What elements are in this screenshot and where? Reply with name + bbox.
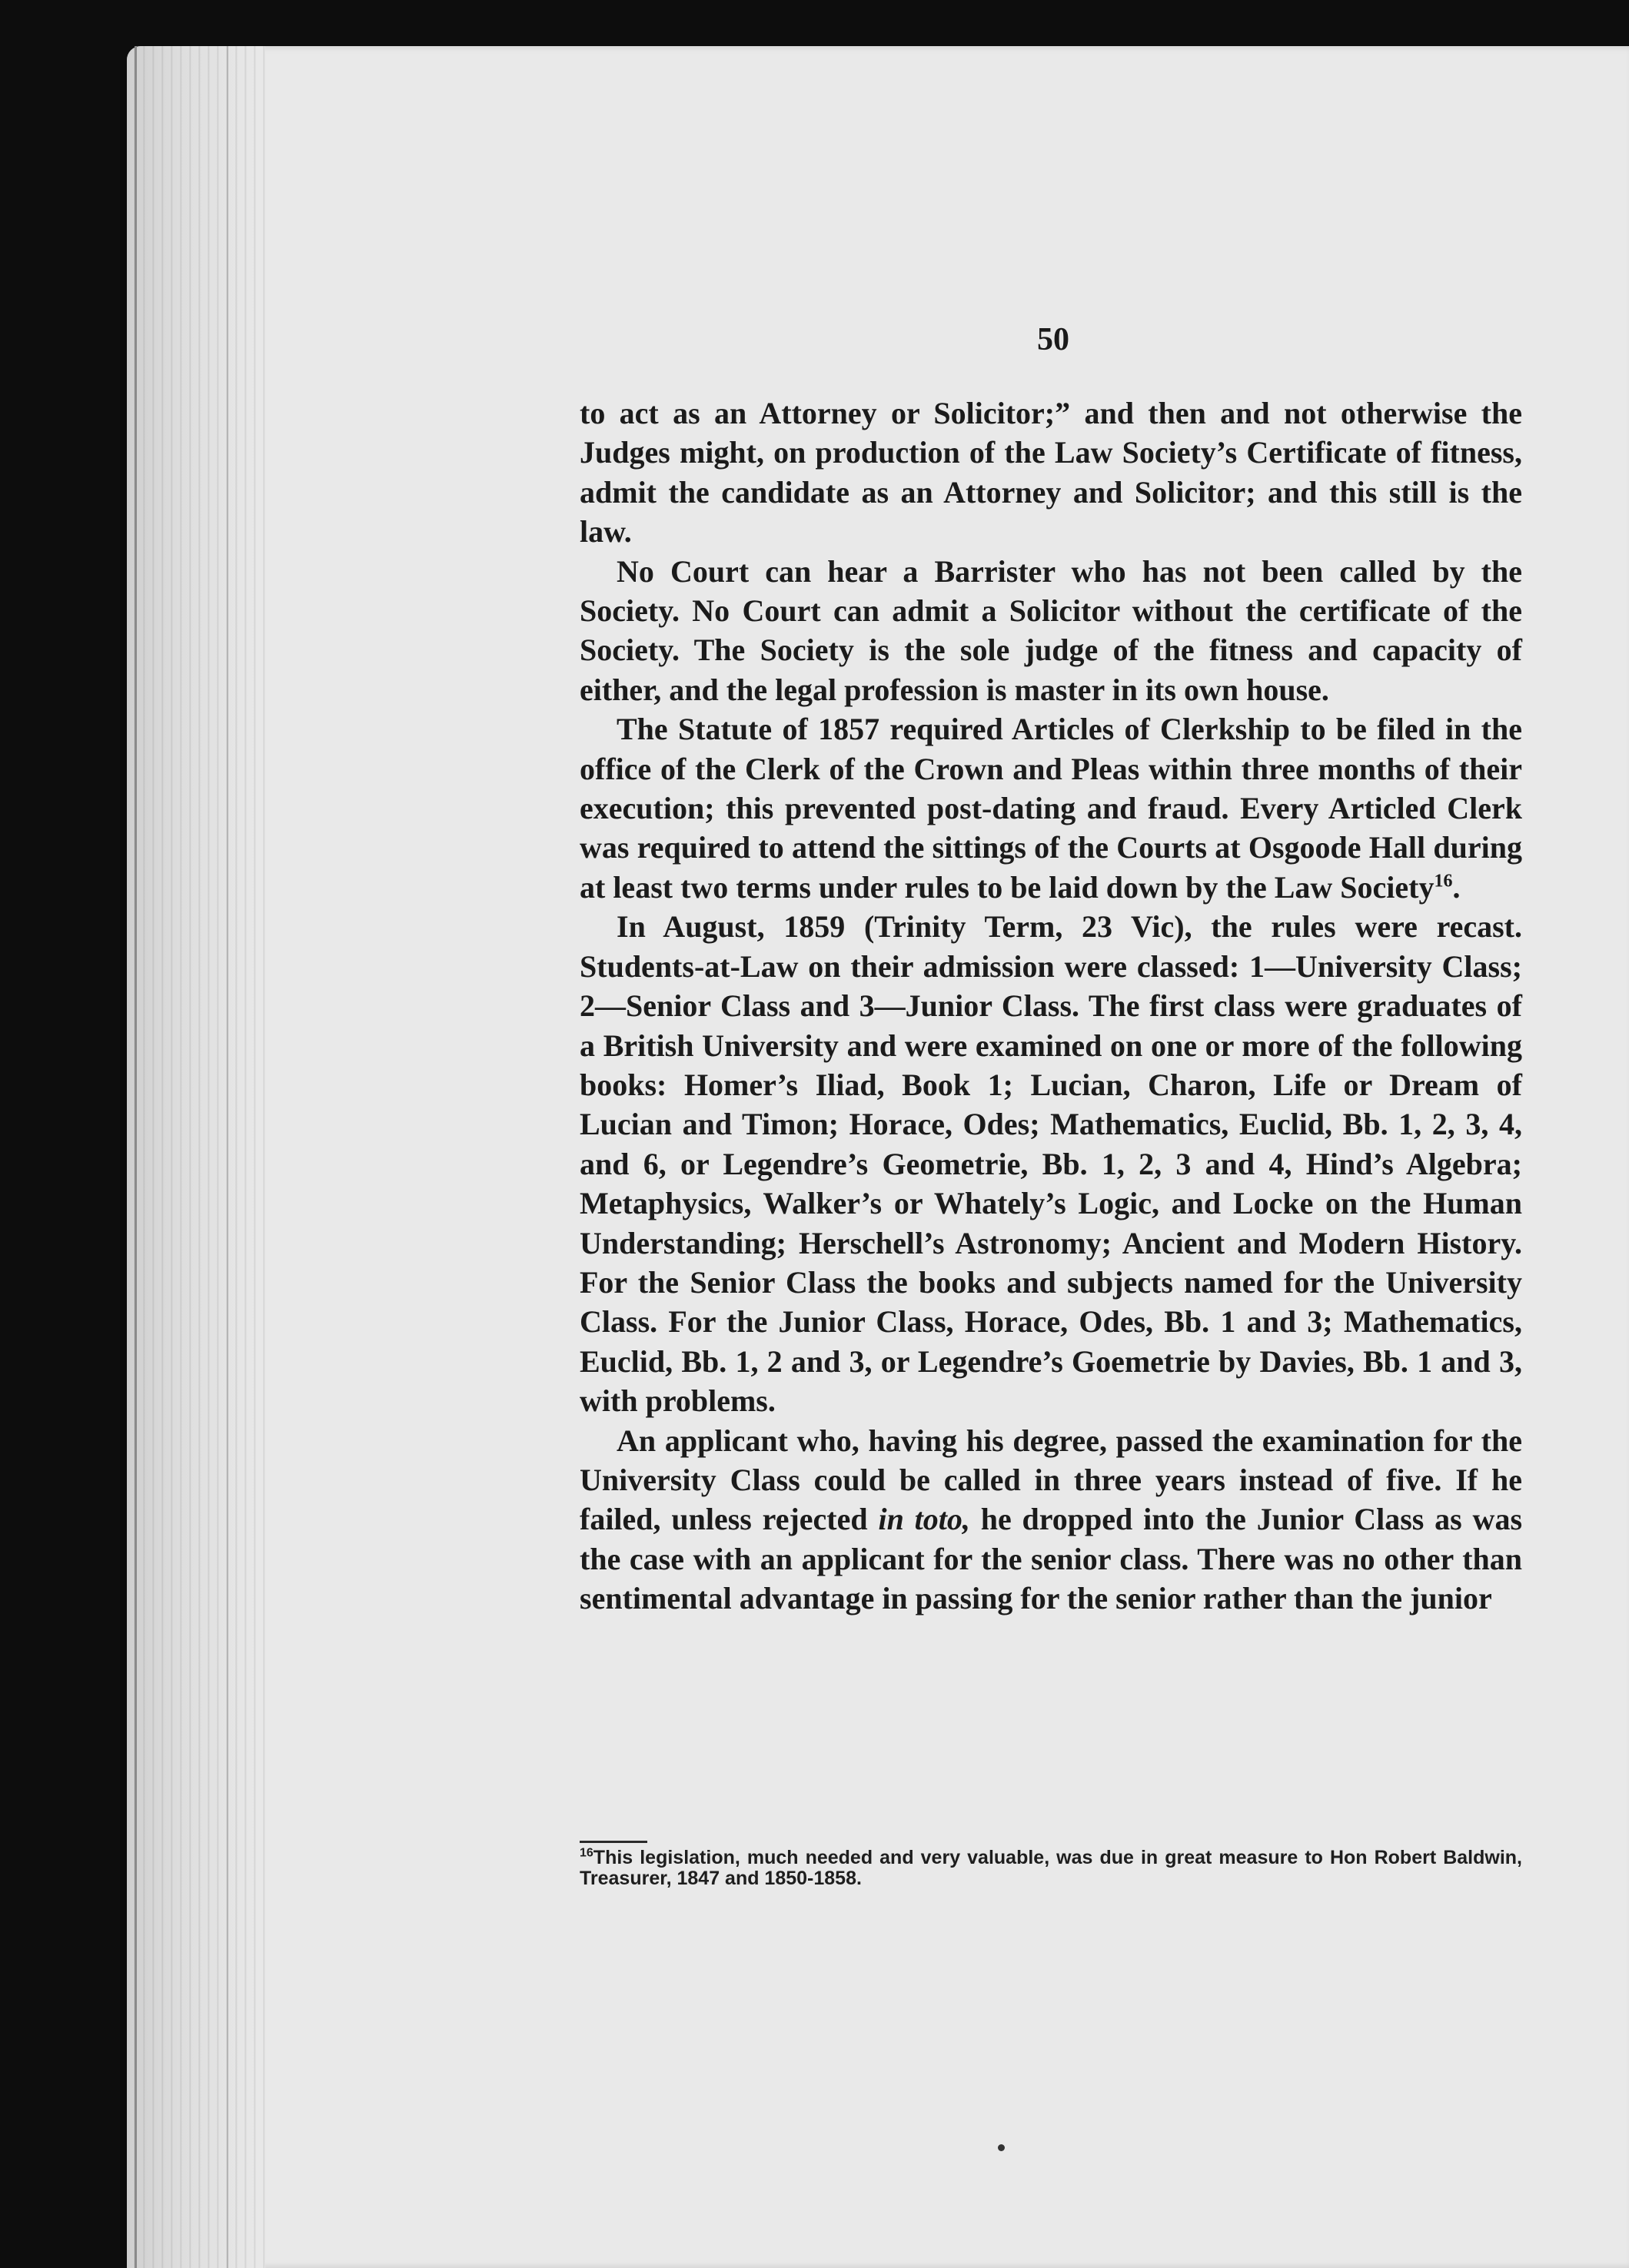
book-gutter xyxy=(127,46,265,2268)
paragraph-5-italic: in toto, xyxy=(878,1502,970,1537)
paragraph-4: In August, 1859 (Trinity Term, 23 Vic), the rules were recast. Students-at-Law on their admission were classed: 1—University Class; 2—Senior Class and 3—Junior Class. The first class were graduates of a British University and were examined on one or more of the following books: Homer’s Iliad, Book 1; Lucian, Charon, Life or Dream of Lucian and Timon; Horace, Odes; Mathematics, Euclid, Bb. 1, 2, 3, 4, and 6, or Legendre’s Geometrie, Bb. 1, 2, 3 and 4, Hind’s Algebra; Metaphysics, Walker’s or Whately’s Logic, and Locke on the Human Understanding; Herschell’s Astronomy; Ancient and Modern History. For the Senior Class the books and subjects named for the University Class. For the Junior Class, Horace, Odes, Bb. 1 and 3; Mathematics, Euclid, Bb. 1, 2 and 3, or Legendre’s Goemetrie by Davies, Bb. 1 and 3, with problems. xyxy=(580,909,1522,1419)
paragraph-3-text: The Statute of 1857 required Articles of Clerkship to be filed in the office of the Clerk of the Crown and Pleas within three months of their execution; this prevented post-dating and fraud. Every Articled Clerk was required to attend the sittings of the Courts at Osgoode Hall during at least two terms under rules to be laid down by the Law Society xyxy=(580,712,1522,905)
paragraph-5 xyxy=(580,1421,1522,1619)
paragraph-3: The Statute of 1857 required Articles of Clerkship to be filed in the office of the Clerk of the Crown and Pleas within three months of their execution; this prevented post-dating and fraud. Every Articled Clerk was required to attend the sittings of the Courts at Osgoode Hall during at least two terms under rules to be laid down by the Law Society$^{16}$. xyxy=(580,712,1522,905)
scan-dust-dot xyxy=(998,2144,1005,2151)
footnote-text: This legislation, much needed and very valuable, was due in great measure to Hon Robert Baldwin, Treasurer, 1847 and 1850-1858. xyxy=(580,1847,1522,1889)
gutter-fold-line xyxy=(227,46,228,2268)
footnote-divider xyxy=(580,1841,647,1843)
gutter-edge-line xyxy=(135,46,137,2268)
page-number: 50 xyxy=(1037,322,1069,357)
footnote-marker: 16 xyxy=(580,1846,593,1860)
paragraph-5-text-b: he dropped into the Junior Class as was the case with an applicant for the senior class. There was no other than sentimental advantage in passing for the senior rather than the junior xyxy=(580,1502,1523,1616)
paragraph-2: No Court can hear a Barrister who has not been called by the Society. No Court can admit a Solicitor without the certificate of the Society. The Society is the sole judge of the fitness and capacity of either, and the legal profession is master in its own house. xyxy=(580,553,1522,707)
body-text xyxy=(580,393,1522,1619)
paragraph-5-text-a: An applicant who, having his degree, passed the examination for the University Class could be called in three years instead of five. If he failed, unless rejected xyxy=(580,1423,1522,1537)
footnote-reference: 16 xyxy=(1434,871,1453,892)
paragraph-1: to act as an Attorney or Solicitor;” and then and not otherwise the Judges might, on production of the Law Society’s Certificate of fitness, admit the candidate as an Attorney and Solicitor; and this still is the law. xyxy=(580,396,1522,550)
footnote xyxy=(580,1848,1522,1889)
